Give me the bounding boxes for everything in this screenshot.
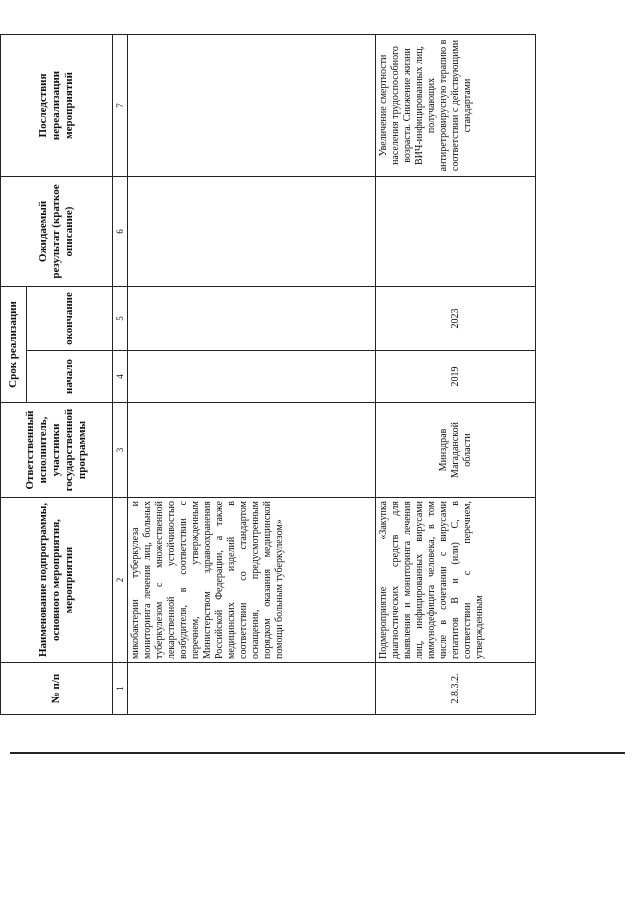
rotated-table-container — [0, 35, 575, 715]
row2-start: 2019 — [376, 351, 536, 403]
header-name: Наименование подпрограммы, основного мероприятия, мероприятия — [1, 498, 113, 663]
header-period: Срок реализации — [1, 286, 27, 402]
row1-name: микобактерии туберкулеза и мониторинга лечения лиц, больных туберкулезом с множественной лекарственной устойчивостью возбудителя, в соответствии с перечнем, утвержденным Министерством здравоохранения Российской Федерации, а также медицинских изделий в соответствии со стандартом оснащения, предусмотренным порядком оказания медицинской помощи больным туберкулезом» — [128, 498, 376, 663]
column-number-row — [113, 34, 128, 714]
header-consequences: Последствия нереализации мероприятий — [1, 34, 113, 176]
program-table — [0, 34, 536, 715]
colnum-6: 6 — [113, 176, 128, 286]
colnum-7: 7 — [113, 34, 128, 176]
header-executor: Ответственный исполнитель, участники государственной программы — [1, 403, 113, 498]
header-end: окончание — [27, 286, 113, 350]
colnum-4: 4 — [113, 351, 128, 403]
row1-start — [128, 351, 376, 403]
table-row — [376, 34, 536, 714]
row1-end — [128, 286, 376, 350]
header-num: № п/п — [1, 663, 113, 715]
colnum-5: 5 — [113, 286, 128, 350]
row2-end: 2023 — [376, 286, 536, 350]
colnum-1: 1 — [113, 663, 128, 715]
row2-result — [376, 176, 536, 286]
table-row — [128, 34, 376, 714]
row1-result — [128, 176, 376, 286]
bottom-rule — [10, 752, 625, 754]
row2-executor: Минздрав Магаданской области — [376, 403, 536, 498]
row2-name: Подмероприятие «Закупка диагностических средств для выявления и мониторинга лечения лиц, инфицированных вирусами иммунодефицита человека, в том числе в сочетании с вирусами гепатитов В и (или) С, в соответствии с перечнем, утвержденным — [376, 498, 536, 663]
row1-consequences — [128, 34, 376, 176]
colnum-2: 2 — [113, 498, 128, 663]
colnum-3: 3 — [113, 403, 128, 498]
header-result: Ожидаемый результат (краткое описание) — [1, 176, 113, 286]
row1-num — [128, 663, 376, 715]
header-start: начало — [27, 351, 113, 403]
row2-num: 2.8.3.2. — [376, 663, 536, 715]
row2-consequences: Увеличение смертности населения трудоспособного возраста. Снижение жизни ВИЧ-инфицированных лиц, получающих антиретровирусную терапию в соответствии с действующими стандартами — [376, 34, 536, 176]
row1-executor — [128, 403, 376, 498]
